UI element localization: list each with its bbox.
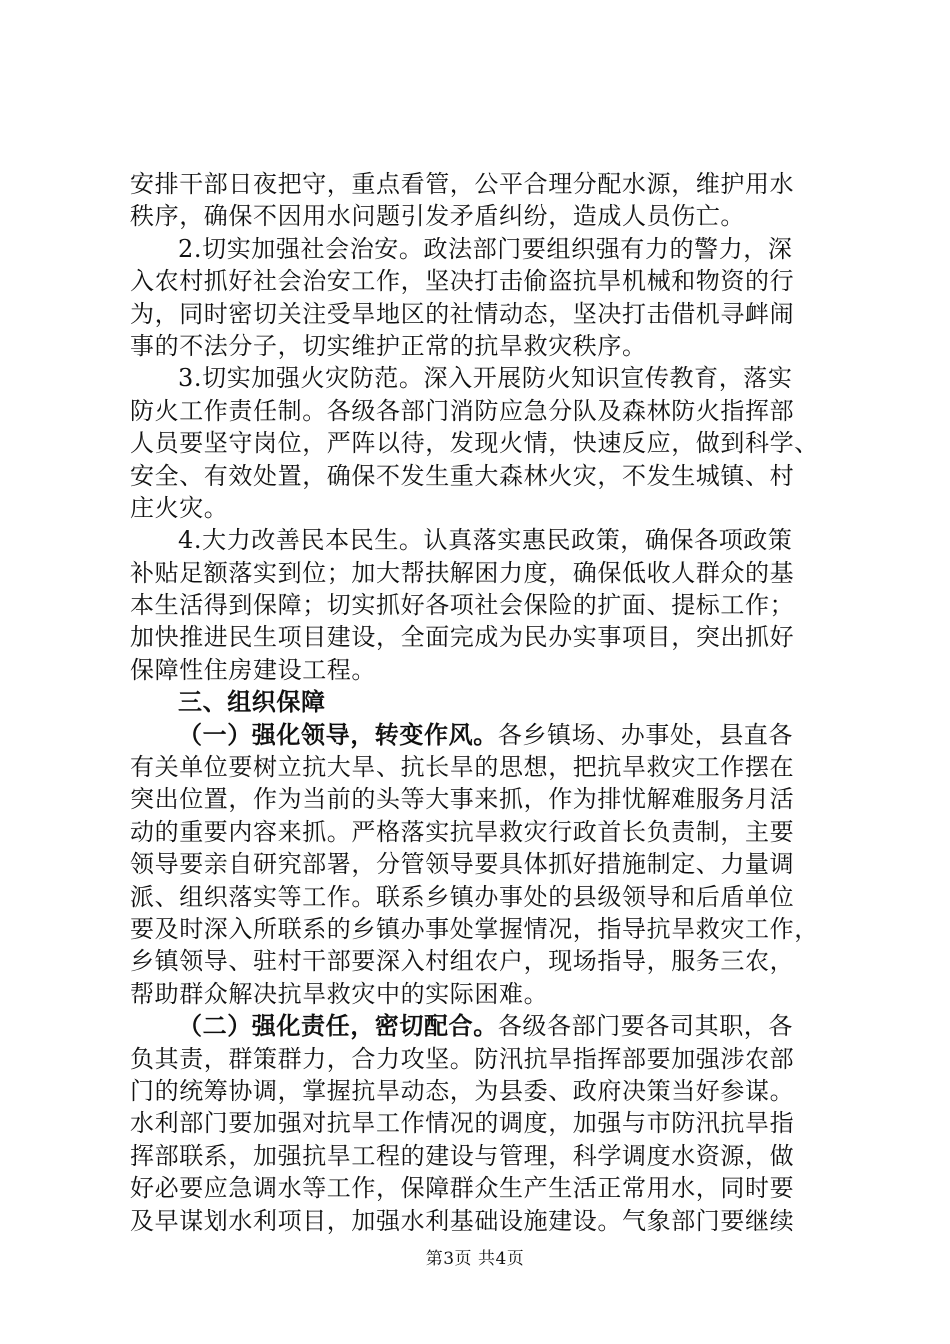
text-line: 人员要坚守岗位，严阵以待，发现火情，快速反应，做到科学、 [130, 429, 819, 458]
text-line: 门的统筹协调，掌握抗旱动态，为县委、政府决策当好参谋。 [130, 1076, 795, 1105]
text-line: 及早谋划水利项目，加强水利基础设施建设。气象部门要继续 [130, 1206, 795, 1235]
paragraph [130, 719, 830, 1011]
text-line: 派、组织落实等工作。联系乡镇办事处的县级领导和后盾单位 [130, 882, 795, 911]
text-line: 为，同时密切关注受旱地区的社情动态，坚决打击借机寻衅闹 [130, 299, 795, 328]
text-span: 各乡镇场、办事处，县直各 [497, 720, 794, 749]
subheading-text: （二）强化责任，密切配合。 [178, 1011, 498, 1041]
paragraph [130, 168, 830, 233]
text-line: 安全、有效处置，确保不发生重大森林火灾，不发生城镇、村 [130, 461, 795, 490]
text-line: 加快推进民生项目建设，全面完成为民办实事项目，突出抓好 [130, 623, 795, 652]
subheading-text: （一）强化领导，转变作风。 [178, 719, 498, 749]
text-line: 帮助群众解决抗旱救灾中的实际困难。 [130, 979, 549, 1008]
text-line: 水利部门要加强对抗旱工作情况的调度，加强与市防汛抗旱指 [130, 1109, 795, 1138]
text-line: 要及时深入所联系的乡镇办事处掌握情况，指导抗旱救灾工作， [130, 914, 819, 943]
paragraph [130, 362, 830, 524]
text-line: 挥部联系，加强抗旱工程的建设与管理，科学调度水资源，做 [130, 1141, 795, 1170]
text-line: 有关单位要树立抗大旱、抗长旱的思想，把抗旱救灾工作摆在 [130, 753, 795, 782]
text-line: 防火工作责任制。各级各部门消防应急分队及森林防火指挥部 [130, 396, 795, 425]
text-line: 保障性住房建设工程。 [130, 655, 376, 684]
text-line: 入农村抓好社会治安工作，坚决打击偷盗抗旱机械和物资的行 [130, 267, 795, 296]
text-line: 补贴足额落实到位；加大帮扶解困力度，确保低收人群众的基 [130, 558, 795, 587]
text-line: 好必要应急调水等工作，保障群众生产生活正常用水，同时要 [130, 1174, 795, 1203]
paragraph [130, 524, 830, 686]
document-body [130, 168, 830, 1237]
text-line: 秩序，确保不因用水问题引发矛盾纠纷，造成人员伤亡。 [130, 202, 745, 231]
text-span: 各级各部门要各司其职，各 [497, 1012, 794, 1041]
text-line: 2.切实加强社会治安。政法部门要组织强有力的警力，深 [178, 234, 793, 263]
text-line: 领导要亲自研究部署，分管领导要具体抓好措施制定、力量调 [130, 850, 795, 879]
text-line: 安排干部日夜把守，重点看管，公平合理分配水源，维护用水 [130, 170, 795, 198]
text-line: 突出位置，作为当前的头等大事来抓，作为排忧解难服务月活 [130, 785, 795, 814]
section-heading [130, 686, 830, 718]
text-line: 乡镇领导、驻村干部要深入村组农户，现场指导，服务三农， [130, 947, 795, 976]
text-line: 动的重要内容来抓。严格落实抗旱救灾行政首长负责制，主要 [130, 817, 795, 846]
paragraph [130, 233, 830, 363]
page-footer: 第3页 共4页 [425, 1249, 525, 1269]
text-line: 事的不法分子，切实维护正常的抗旱救灾秩序。 [130, 331, 647, 360]
text-line: 3.切实加强火灾防范。深入开展防火知识宣传教育，落实 [178, 364, 793, 393]
heading-text: 三、组织保障 [178, 687, 326, 717]
paragraph [130, 1010, 830, 1237]
text-line: 负其责，群策群力，合力攻坚。防汛抗旱指挥部要加强涉农部 [130, 1044, 795, 1073]
text-line: 4.大力改善民本民生。认真落实惠民政策，确保各项政策 [178, 526, 793, 555]
text-line [130, 719, 830, 751]
text-line: 本生活得到保障；切实抓好各项社会保险的扩面、提标工作； [130, 591, 795, 620]
text-line [130, 1010, 830, 1042]
text-line: 庄火灾。 [130, 493, 229, 522]
